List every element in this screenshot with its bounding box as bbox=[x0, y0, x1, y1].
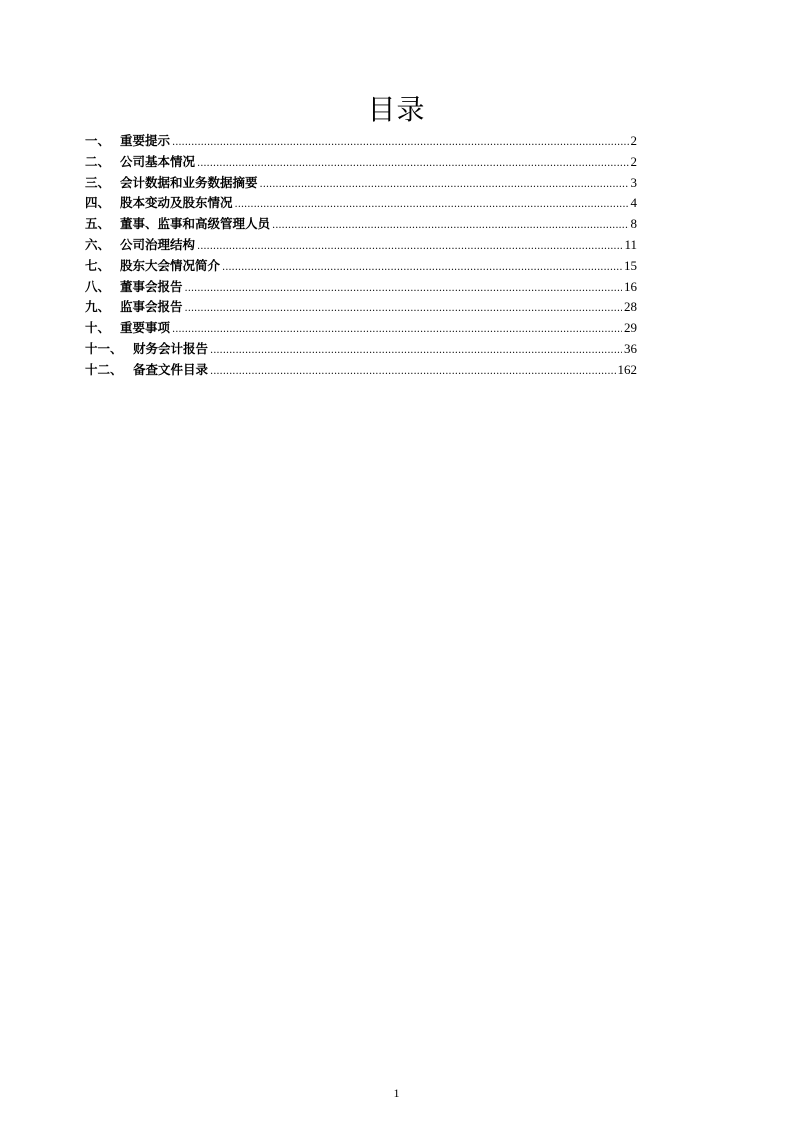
toc-entry-label: 董事会报告 bbox=[120, 278, 183, 294]
toc-dot-leader bbox=[172, 133, 628, 154]
toc-entry-number: 三、 bbox=[85, 174, 111, 190]
toc-entry[interactable] bbox=[85, 318, 637, 339]
toc-entry-page: 29 bbox=[624, 320, 637, 336]
toc-entry-number: 十一、 bbox=[85, 340, 123, 356]
toc-entry-number: 九、 bbox=[85, 299, 111, 315]
toc-dot-leader bbox=[185, 279, 622, 300]
toc-entry-page: 4 bbox=[630, 195, 637, 211]
toc-dot-leader bbox=[222, 258, 622, 279]
toc-entry-number: 四、 bbox=[85, 195, 111, 211]
toc-entry-label: 会计数据和业务数据摘要 bbox=[120, 174, 258, 190]
toc-dot-leader bbox=[210, 341, 622, 362]
toc-dot-leader bbox=[260, 175, 629, 196]
toc-entry[interactable] bbox=[85, 173, 637, 194]
toc-entry-label: 公司治理结构 bbox=[120, 236, 196, 252]
toc-entry[interactable] bbox=[85, 131, 637, 152]
toc-entry-number: 五、 bbox=[85, 216, 111, 232]
toc-entry-page: 162 bbox=[617, 361, 637, 377]
toc-entry-label: 重要提示 bbox=[120, 133, 171, 148]
toc-entry[interactable] bbox=[85, 339, 637, 360]
toc-entry-label: 董事、监事和高级管理人员 bbox=[120, 216, 271, 232]
toc-entry-number: 八、 bbox=[85, 278, 111, 294]
toc-dot-leader bbox=[197, 154, 628, 175]
toc-entry[interactable] bbox=[85, 360, 637, 381]
toc-entry-page: 3 bbox=[630, 174, 637, 190]
toc-entry-page: 8 bbox=[630, 216, 637, 232]
toc-entry[interactable] bbox=[85, 256, 637, 277]
toc-entry[interactable] bbox=[85, 235, 637, 256]
toc-dot-leader bbox=[197, 237, 622, 258]
toc-entry-label: 备查文件目录 bbox=[133, 361, 209, 377]
toc-entry-label: 公司基本情况 bbox=[120, 153, 196, 169]
footer-page-number: 1 bbox=[393, 1086, 400, 1100]
toc-entry-number: 六、 bbox=[85, 236, 111, 252]
toc-entry-page: 15 bbox=[624, 257, 637, 273]
toc-dot-leader bbox=[210, 362, 615, 383]
toc-entry[interactable] bbox=[85, 214, 637, 235]
toc-entry-label: 监事会报告 bbox=[120, 299, 183, 315]
toc-entry-number: 十、 bbox=[85, 320, 111, 336]
toc-dot-leader bbox=[235, 195, 629, 216]
toc-entry-page: 11 bbox=[624, 236, 637, 252]
toc-dot-leader bbox=[185, 299, 622, 320]
toc-entry-page: 28 bbox=[624, 299, 637, 315]
toc-entry[interactable] bbox=[85, 193, 637, 214]
toc-list bbox=[85, 131, 637, 381]
toc-dot-leader bbox=[272, 216, 628, 237]
toc-entry-page: 2 bbox=[630, 133, 637, 148]
toc-entry-label: 财务会计报告 bbox=[133, 340, 209, 356]
toc-entry[interactable] bbox=[85, 277, 637, 298]
toc-entry[interactable] bbox=[85, 297, 637, 318]
toc-entry-page: 36 bbox=[624, 340, 637, 356]
toc-entry[interactable] bbox=[85, 152, 637, 173]
toc-entry-number: 七、 bbox=[85, 257, 111, 273]
toc-entry-page: 16 bbox=[624, 278, 637, 294]
toc-entry-number: 二、 bbox=[85, 153, 111, 169]
toc-entry-label: 重要事项 bbox=[120, 320, 171, 336]
toc-dot-leader bbox=[172, 320, 622, 341]
toc-entry-number: 一、 bbox=[85, 133, 111, 148]
toc-entry-number: 十二、 bbox=[85, 361, 123, 377]
toc-entry-label: 股东大会情况简介 bbox=[120, 257, 221, 273]
toc-title: 目录 bbox=[367, 93, 426, 126]
toc-entry-page: 2 bbox=[630, 153, 637, 169]
toc-entry-label: 股本变动及股东情况 bbox=[120, 195, 233, 211]
